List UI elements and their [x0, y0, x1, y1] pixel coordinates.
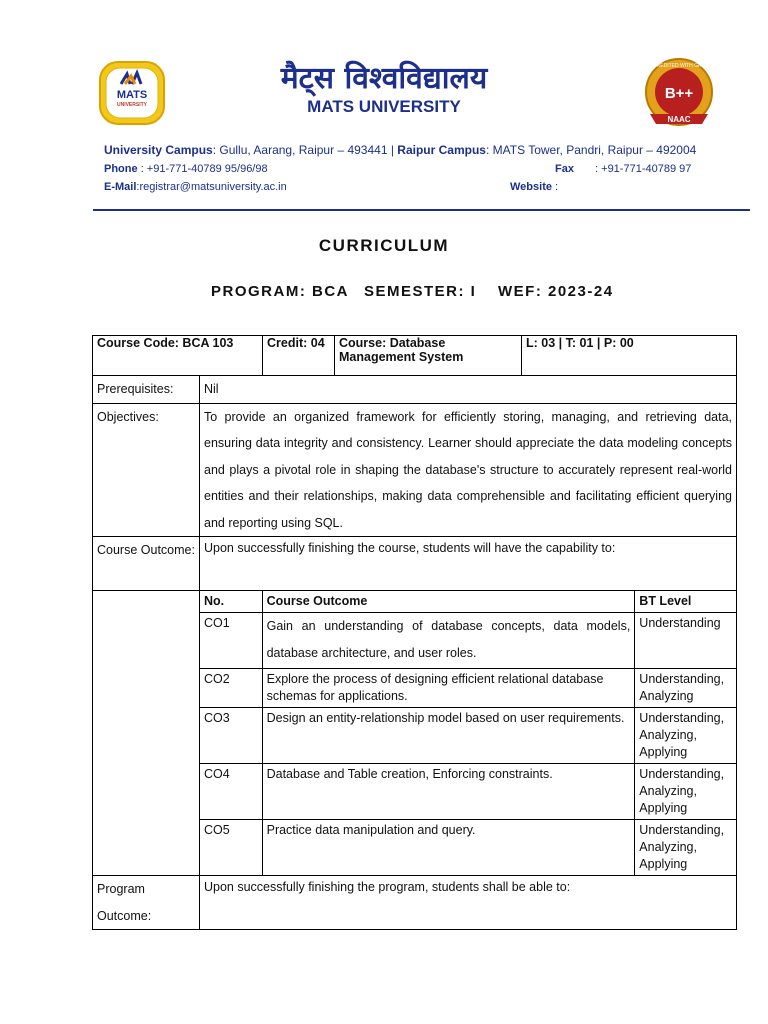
- header-divider: [93, 209, 750, 211]
- co-bt-level: Understanding, Analyzing: [635, 669, 736, 708]
- university-campus-label: University Campus: [104, 143, 213, 157]
- table-row: [200, 613, 736, 669]
- raipur-campus-value: : MATS Tower, Pandri, Raipur – 492004: [485, 143, 697, 157]
- phone-line: [104, 163, 268, 175]
- course-code-cell: [93, 336, 263, 376]
- co-number: CO2: [200, 669, 262, 708]
- co-text: Practice data manipulation and query.: [262, 820, 635, 876]
- course-outcome-row: [93, 537, 737, 591]
- raipur-campus-label: Raipur Campus: [397, 143, 486, 157]
- table-row: [200, 669, 736, 708]
- wef-label: WEF: 2023-24: [498, 283, 614, 300]
- page-title: CURRICULUM: [318, 236, 450, 255]
- objectives-row: [93, 403, 737, 537]
- course-outcomes-table: [200, 591, 736, 875]
- program-outcome-intro: Upon successfully finishing the program, students shall be able to:: [200, 876, 737, 930]
- co-text: Database and Table creation, Enforcing constraints.: [262, 764, 635, 820]
- credit-cell: [263, 336, 335, 376]
- website-line: [510, 181, 558, 193]
- fax-line: [555, 163, 691, 175]
- table-row: [200, 764, 736, 820]
- course-ltp: L: 03 | T: 01 | P: 00: [526, 336, 634, 350]
- co-text: Gain an understanding of database concepts, data models, database architecture, and user roles.: [262, 613, 635, 669]
- svg-text:MATS: MATS: [116, 89, 148, 101]
- col-header-outcome: Course Outcome: [262, 591, 635, 613]
- prerequisites-row: [93, 376, 737, 404]
- course-credit: Credit: 04: [267, 336, 325, 350]
- email-value[interactable]: :registrar@matsuniversity.ac.in: [136, 181, 287, 193]
- table-row: [200, 820, 736, 876]
- co-bt-level: Understanding: [635, 613, 736, 669]
- table-row: [200, 708, 736, 764]
- col-header-no: No.: [200, 591, 262, 613]
- co-number: CO4: [200, 764, 262, 820]
- co-bt-level: Understanding, Analyzing, Applying: [635, 764, 736, 820]
- objectives-value: To provide an organized framework for efficiently storing, managing, and retrieving data, ensuring data integrity and consistency. Learner should appreciate the data modeling concepts and plays a pivotal role in shaping the database's structure to accurately represent real-world entities and their relationships, making data comprehensible and facilitating efficient querying and reporting using SQL.: [200, 403, 737, 537]
- co-bt-level: Understanding, Analyzing, Applying: [635, 820, 736, 876]
- semester-label: SEMESTER: I: [364, 283, 477, 300]
- program-outcome-row: [93, 876, 737, 930]
- co-number: CO3: [200, 708, 262, 764]
- course-name-cell: [335, 336, 522, 376]
- co-bt-level: Understanding, Analyzing, Applying: [635, 708, 736, 764]
- outcomes-spacer-cell: [93, 591, 200, 876]
- website-label: Website: [510, 181, 552, 193]
- email-label: E-Mail: [104, 181, 137, 193]
- campus-line: [104, 143, 696, 157]
- email-line: [104, 181, 287, 193]
- university-campus-value: : Gullu, Aarang, Raipur – 493441 |: [212, 143, 394, 157]
- fax-value: : +91-771-40789 97: [595, 163, 692, 175]
- svg-text:UNIVERSITY: UNIVERSITY: [116, 102, 148, 108]
- outcomes-header-row: [200, 591, 736, 613]
- outcomes-row: [93, 591, 737, 876]
- prerequisites-label: Prerequisites:: [93, 376, 200, 404]
- curriculum-table: [92, 335, 737, 930]
- svg-text:NAAC: NAAC: [667, 115, 691, 124]
- co-text: Design an entity-relationship model based on user requirements.: [262, 708, 635, 764]
- objectives-label: Objectives:: [93, 403, 200, 537]
- outcomes-cell: [200, 591, 737, 876]
- course-outcome-label: Course Outcome:: [93, 537, 200, 591]
- university-name: MATS UNIVERSITY: [307, 97, 461, 116]
- co-number: CO1: [200, 613, 262, 669]
- co-number: CO5: [200, 820, 262, 876]
- course-name: Course: Database Management System: [339, 336, 464, 364]
- website-value: :: [555, 181, 559, 193]
- col-header-bt: BT Level: [635, 591, 736, 613]
- university-name-hindi: मैट्स विश्वविद्यालय: [280, 61, 488, 96]
- course-outcome-intro: Upon successfully finishing the course, students will have the capability to:: [200, 537, 737, 591]
- svg-text:B++: B++: [664, 85, 694, 102]
- program-outcome-label: Program Outcome:: [93, 876, 200, 930]
- course-code: Course Code: BCA 103: [97, 336, 234, 350]
- phone-label: Phone: [104, 163, 138, 175]
- co-text: Explore the process of designing efficient relational database schemas for applications.: [262, 669, 635, 708]
- fax-label: Fax: [555, 163, 574, 175]
- program-label: PROGRAM: BCA: [211, 283, 349, 300]
- course-header-row: [93, 336, 737, 376]
- prerequisites-value: Nil: [200, 376, 737, 404]
- phone-value: : +91-771-40789 95/96/98: [140, 163, 268, 175]
- ltp-cell: [522, 336, 737, 376]
- svg-text:ACCREDITED WITH GRADE: ACCREDITED WITH GRADE: [646, 63, 712, 69]
